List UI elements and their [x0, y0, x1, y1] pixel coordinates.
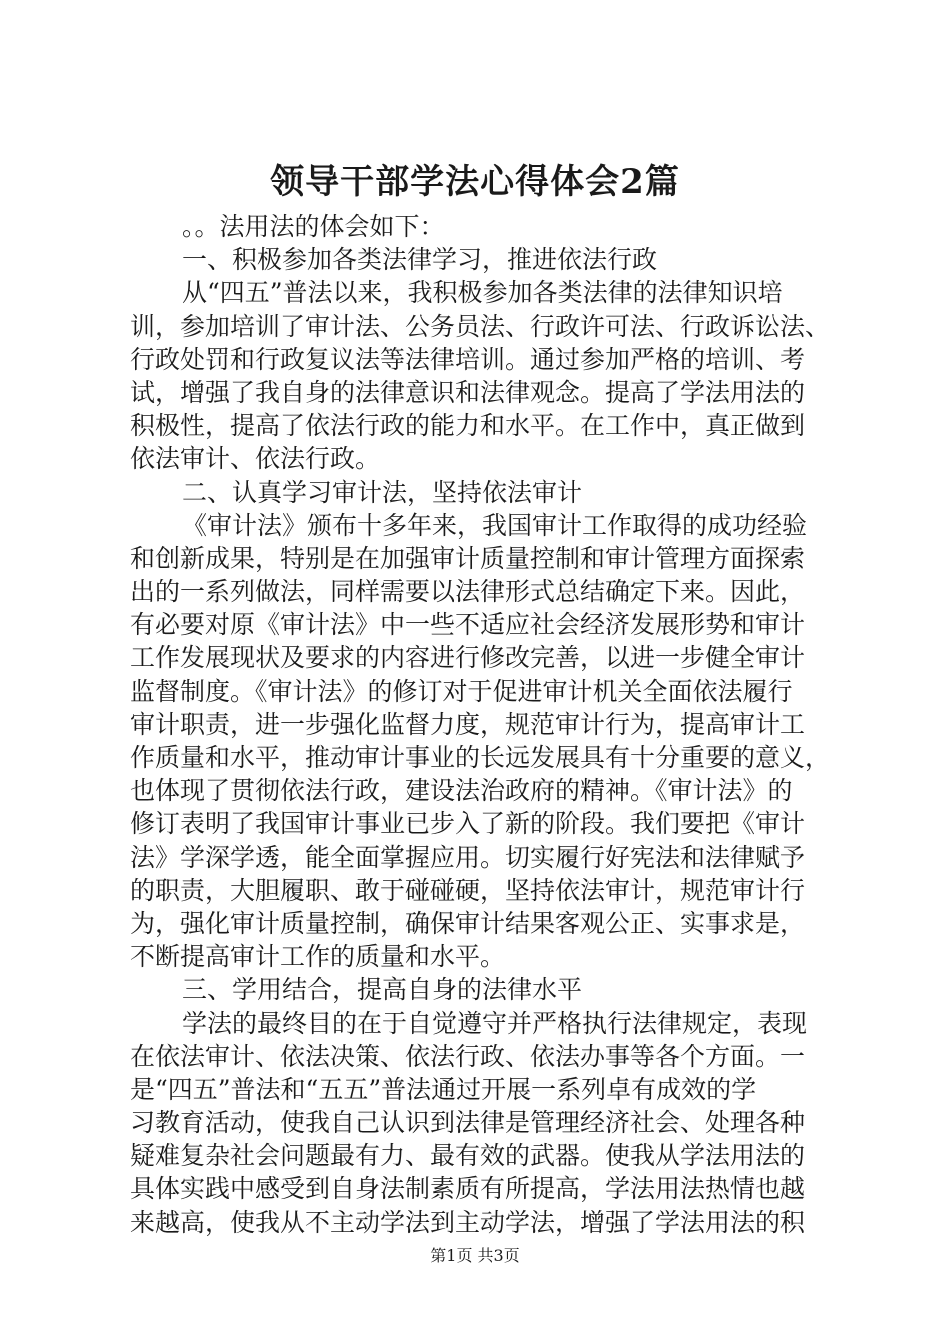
text-line: 也体现了贯彻依法行政，建设法治政府的精神。《审计法》的 — [130, 776, 793, 806]
text-line: 修订表明了我国审计事业已步入了新的阶段。我们要把《审计 — [130, 809, 806, 839]
text-line: 审计职责，进一步强化监督力度，规范审计行为，提高审计工 — [130, 709, 806, 739]
document-title: 领导干部学法心得体会2篇 — [270, 162, 680, 202]
text-line: 不断提高审计工作的质量和水平。 — [130, 942, 506, 972]
text-line: 行政处罚和行政复议法等法律培训。通过参加严格的培训、考 — [130, 344, 806, 374]
text-line: 作质量和水平，推动审计事业的长远发展具有十分重要的意义， — [130, 743, 830, 772]
text-line: 一、积极参加各类法律学习，推进依法行政 — [182, 245, 658, 275]
text-line: 从“四五”普法以来，我积极参加各类法律的法律知识培 — [182, 278, 783, 308]
text-line: 二、认真学习审计法，坚持依法审计 — [182, 477, 583, 507]
text-line: 依法审计、依法行政。 — [130, 444, 381, 474]
text-line: 有必要对原《审计法》中一些不适应社会经济发展形势和审计 — [130, 610, 806, 640]
text-line: 学法的最终目的在于自觉遵守并严格执行法律规定，表现 — [182, 1008, 808, 1038]
text-line: 《审计法》颁布十多年来，我国审计工作取得的成功经验 — [182, 510, 808, 540]
text-line: 三、学用结合，提高自身的法律水平 — [182, 975, 583, 1005]
text-line: 为，强化审计质量控制，确保审计结果客观公正、实事求是， — [130, 908, 806, 938]
text-line: 试，增强了我自身的法律意识和法律观念。提高了学法用法的 — [130, 377, 806, 407]
text-line: 在依法审计、依法决策、依法行政、依法办事等各个方面。一 — [130, 1041, 806, 1071]
text-line: 训，参加培训了审计法、公务员法、行政许可法、行政诉讼法、 — [130, 311, 830, 341]
text-line: 是“四五”普法和“五五”普法通过开展一系列卓有成效的学 — [130, 1074, 757, 1104]
text-line: 出的一系列做法，同样需要以法律形式总结确定下来。因此， — [130, 577, 806, 607]
text-line: 来越高，使我从不主动学法到主动学法，增强了学法用法的积 — [130, 1207, 806, 1237]
text-line: 和创新成果，特别是在加强审计质量控制和审计管理方面探索 — [130, 543, 806, 573]
text-line: 法》学深学透，能全面掌握应用。切实履行好宪法和法律赋予 — [130, 842, 806, 872]
text-line: 疑难复杂社会问题最有力、最有效的武器。使我从学法用法的 — [130, 1141, 806, 1171]
page-footer: 第1页 共3页 — [430, 1246, 520, 1265]
text-line: 习教育活动，使我自己认识到法律是管理经济社会、处理各种 — [130, 1108, 806, 1138]
text-line: 积极性，提高了依法行政的能力和水平。在工作中，真正做到 — [130, 411, 806, 441]
text-line: 工作发展现状及要求的内容进行修改完善，以进一步健全审计 — [130, 643, 806, 673]
text-line: 监督制度。《审计法》的修订对于促进审计机关全面依法履行 — [130, 676, 793, 706]
text-line: 的职责，大胆履职、敢于碰碰硬，坚持依法审计，规范审计行 — [130, 875, 806, 905]
text-line: 具体实践中感受到自身法制素质有所提高，学法用法热情也越 — [130, 1174, 806, 1204]
text-line: 。。法用法的体会如下： — [182, 212, 445, 241]
document-body — [130, 210, 830, 1239]
